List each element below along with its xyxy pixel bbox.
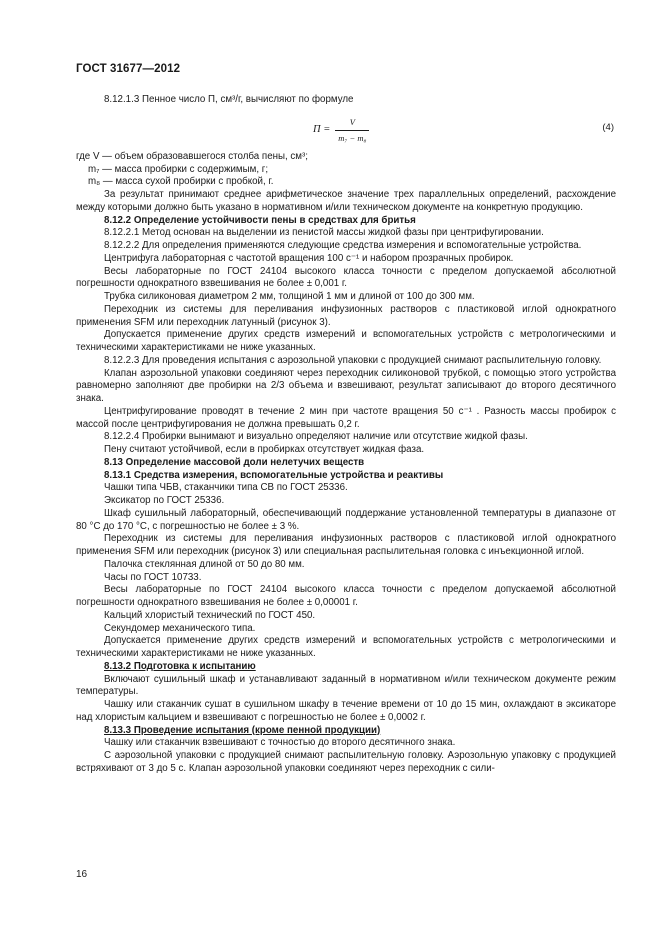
equation-number: (4) (602, 121, 614, 133)
paragraph: Кальций хлористый технический по ГОСТ 450. (104, 609, 316, 621)
paragraph: 8.12.2.1 Метод основан на выделении из пенистой массы жидкой фазы при центрифугировании. (104, 227, 544, 239)
paragraph: Секундомер механического типа. (104, 622, 256, 634)
paragraph: Весы лабораторные по ГОСТ 24104 высокого класса точности с пределом допускаемой абсолютной погрешности однократного взвешивания не более ± 0,00001 г. (76, 584, 616, 608)
page-number: 16 (76, 869, 88, 880)
paragraph: 8.12.2.4 Пробирки вынимают и визуально определяют наличие или отсутствие жидкой фазы. (104, 431, 528, 443)
paragraph: m₈ — масса сухой пробирки с пробкой, г. (88, 176, 274, 188)
paragraph: Допускается применение других средств измерений и вспомогательных устройств с метрологическими и техническими характеристиками не ниже указанных. (76, 329, 616, 353)
section-heading: 8.13.3 Проведение испытания (кроме пенной продукции) (104, 724, 381, 736)
formula-numerator: V (349, 116, 355, 127)
formula-denominator: m₇ − m₈ (335, 130, 369, 145)
paragraph: Чашки типа ЧБВ, стаканчики типа СВ по ГОСТ 25336. (104, 482, 348, 494)
document-header: ГОСТ 31677—2012 (76, 63, 181, 75)
section-heading: 8.13.2 Подготовка к испытанию (104, 660, 256, 672)
paragraph: Включают сушильный шкаф и устанавливают заданный в нормативном и/или техническом документе режим температуры. (76, 673, 616, 698)
paragraph: Центрифуга лабораторная с частотой вращения 100 с⁻¹ и набором прозрачных пробирок. (104, 252, 514, 264)
paragraph: За результат принимают среднее арифметическое значение трех параллельных определений, расхождение между которыми должно быть указано в нормативном и/или техническом документе на конкретную продукцию. (76, 189, 616, 213)
formula (313, 116, 369, 145)
formula-block (76, 107, 616, 151)
paragraph: Трубка силиконовая диаметром 2 мм, толщиной 1 мм и длиной от 100 до 300 мм. (104, 291, 475, 302)
section-heading: 8.13 Определение массовой доли нелетучих веществ (104, 456, 365, 468)
paragraph: Эксикатор по ГОСТ 25336. (104, 495, 225, 506)
paragraph: Шкаф сушильный лабораторный, обеспечивающий поддержание установленной температуры в диапазоне от 80 °С до 170 °С, с погрешностью не более ± 3 %. (76, 507, 616, 532)
paragraph: m₇ — масса пробирки с содержимым, г; (88, 163, 269, 175)
paragraph: Часы по ГОСТ 10733. (104, 571, 202, 583)
paragraph: Центрифугирование проводят в течение 2 мин при частоте вращения 50 с⁻¹ . Разность массы пробирок с массой после центрифугирования не должна превышать 0,2 г. (76, 405, 616, 430)
paragraph: Переходник из системы для переливания инфузионных растворов с пластиковой иглой однократного применения SFM или переходник (рисунок 3) или специальная распылительная головка с инъекционной иглой. (76, 533, 616, 557)
formula-fraction (335, 116, 369, 145)
paragraph: Чашку или стаканчик сушат в сушильном шкафу в течение времени от 10 до 15 мин, охлаждают в эксикаторе над хлористым кальцием и взвешивают с погрешностью не более ± 0,0002 г. (76, 699, 616, 723)
paragraph: 8.12.2.2 Для определения применяются следующие средства измерения и вспомогательные устройства. (104, 240, 582, 251)
section-heading: 8.12.2 Определение устойчивости пены в средствах для бритья (104, 214, 416, 226)
paragraph: Переходник из системы для переливания инфузионных растворов с пластиковой иглой однократного применения SFM или переходник латунный (рисунок 3). (76, 303, 616, 328)
document-body (76, 94, 616, 776)
paragraph: где V — объем образовавшегося столба пены, см³; (76, 150, 308, 162)
paragraph: Допускается применение других средств измерений и вспомогательных устройств с метрологическими и техническими характеристиками не ниже указанных. (76, 635, 616, 659)
formula-lhs: П = (313, 123, 331, 135)
section-heading: 8.13.1 Средства измерения, вспомогательные устройства и реактивы (104, 469, 444, 481)
paragraph: Клапан аэрозольной упаковки соединяют через переходник силиконовой трубкой, с помощью этого устройства равномерно заполняют две пробирки на 2/3 объема и взвешивают, результат записывают до второго десятичного знака. (76, 367, 616, 404)
paragraph: 8.12.2.3 Для проведения испытания с аэрозольной упаковки с продукцией снимают распылительную головку. (104, 354, 602, 366)
paragraph: 8.12.1.3 Пенное число П, см³/г, вычисляют по формуле (104, 94, 354, 105)
paragraph: С аэрозольной упаковки с продукцией снимают распылительную головку. Аэрозольную упаковку с продукцией встряхивают от 3 до 5 с. Клапан аэрозольной упаковки соединяют через переходник с сили- (76, 750, 616, 774)
paragraph: Чашку или стаканчик взвешивают с точностью до второго десятичного знака. (104, 737, 456, 749)
paragraph: Пену считают устойчивой, если в пробирках отсутствует жидкая фаза. (104, 444, 425, 455)
paragraph: Весы лабораторные по ГОСТ 24104 высокого класса точности с пределом допускаемой абсолютной погрешности однократного взвешивания не более ± 0,001 г. (76, 265, 616, 290)
paragraph: Палочка стеклянная длиной от 50 до 80 мм. (104, 558, 305, 570)
